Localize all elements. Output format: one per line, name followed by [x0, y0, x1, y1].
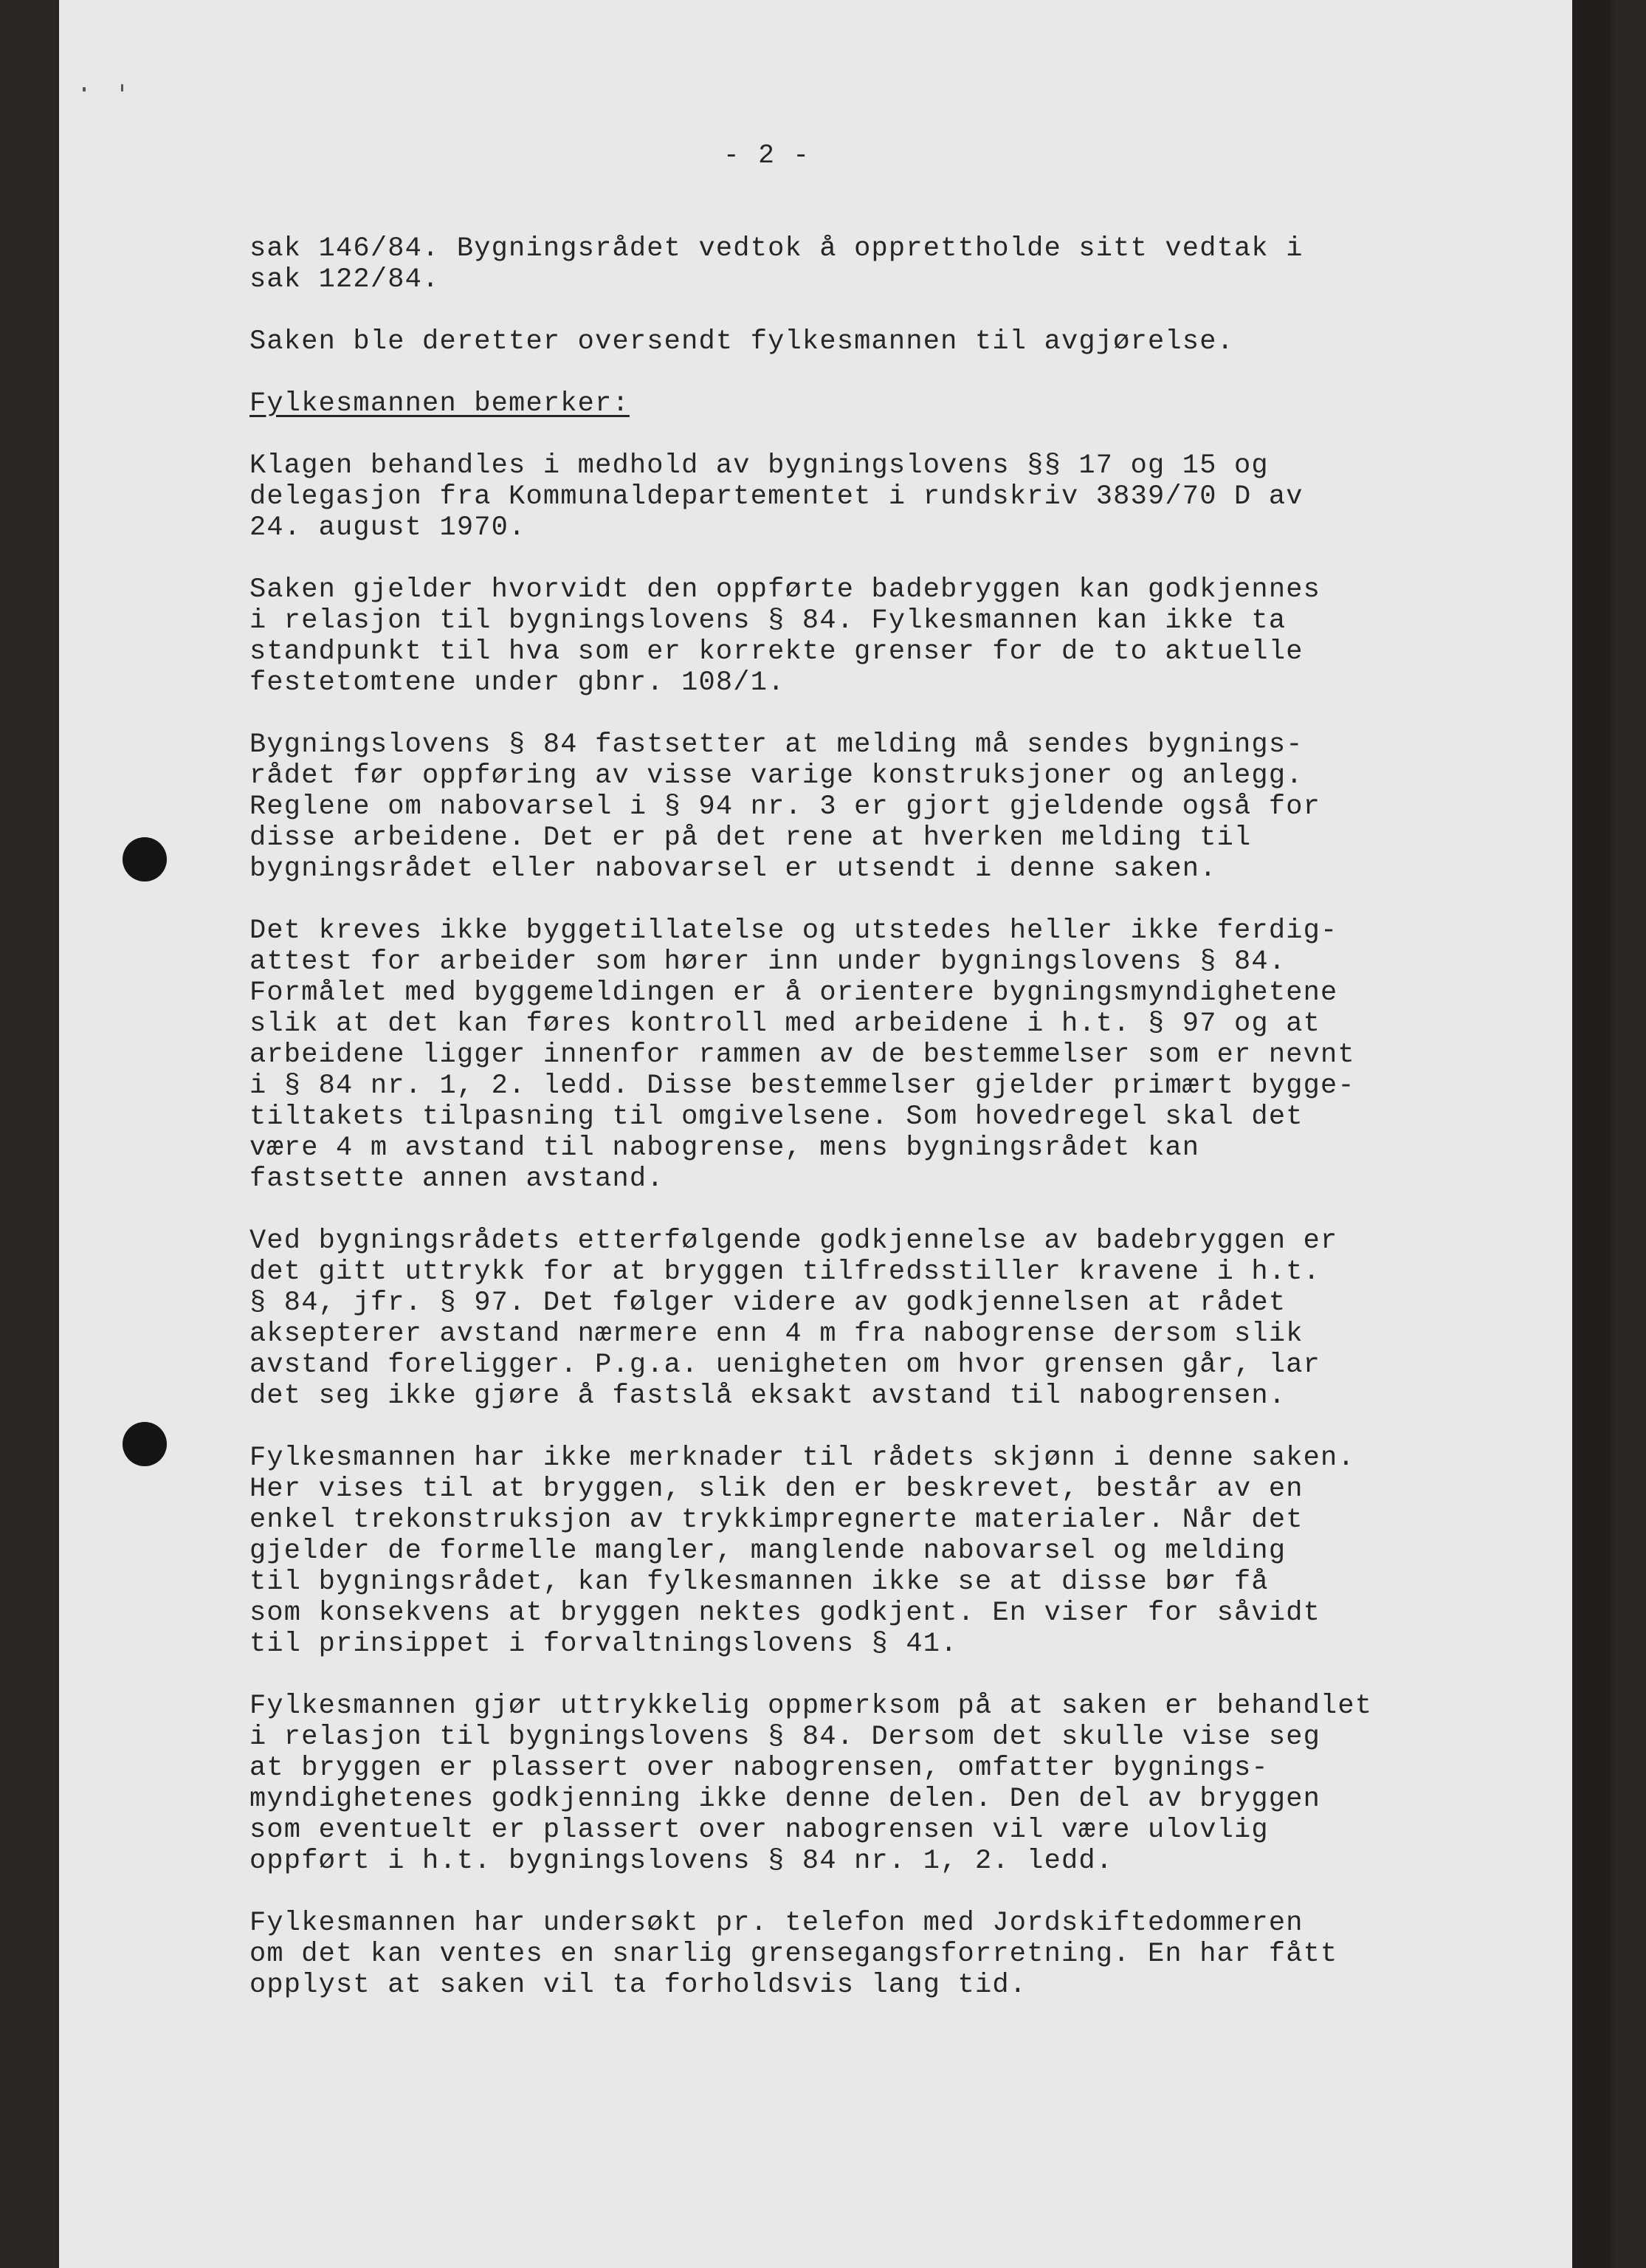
paragraph: Ved bygningsrådets etterfølgende godkjennelse av badebryggen er det gitt uttrykk for at bryggen tilfredsstiller kravene i h.t. § 84, jfr. § 97. Det følger videre av godkjennelsen at rådet aksepterer avstand nærmere enn 4 m fra nabogrense dersom slik avstand foreligger. P.g.a. uenigheten om hvor grensen går, lar det seg ikke gjøre å fastslå eksakt avstand til nabogrensen.: [249, 1226, 1338, 1412]
punch-hole: [123, 1422, 167, 1466]
paragraph: Saken gjelder hvorvidt den oppførte badebryggen kan godkjennes i relasjon til bygningslovens § 84. Fylkesmannen kan ikke ta standpunkt til hva som er korrekte grenser for de to aktuelle festetomtene under gbnr. 108/1.: [249, 574, 1321, 698]
page-edge-shadow: [1572, 0, 1609, 2268]
paragraph: Bygningslovens § 84 fastsetter at melding må sendes bygnings- rådet før oppføring av visse varige konstruksjoner og anlegg. Reglene om nabovarsel i § 94 nr. 3 er gjort gjeldende også for disse arbeidene. Det er på det rene at hverken melding til bygningsrådet eller nabovarsel er utsendt i denne saken.: [249, 729, 1321, 884]
paragraph: Fylkesmannen gjør uttrykkelig oppmerksom på at saken er behandlet i relasjon til bygningslovens § 84. Dersom det skulle vise seg at bryggen er plassert over nabogrensen, omfatter bygnings- myndighetenes godkjenning ikke denne delen. Den del av bryggen som eventuelt er plassert over nabogrensen vil være ulovlig oppført i h.t. bygningslovens § 84 nr. 1, 2. ledd.: [249, 1691, 1373, 1877]
punch-hole: [123, 837, 167, 882]
paragraph: Klagen behandles i medhold av bygningslovens §§ 17 og 15 og delegasjon fra Kommunaldepartementet i rundskriv 3839/70 D av 24. august 1970.: [249, 450, 1304, 543]
scan-mark: [121, 84, 123, 92]
paragraph: Fylkesmannen har undersøkt pr. telefon med Jordskiftedommeren om det kan ventes en snarlig grensegangsforretning. En har fått opplyst at saken vil ta forholdsvis lang tid.: [249, 1908, 1338, 2001]
paragraph: Det kreves ikke byggetillatelse og utstedes heller ikke ferdig- attest for arbeider som hører inn under bygningslovens § 84. Formålet med byggemeldingen er å orientere bygningsmyndighetene slik at det kan føres kontroll med arbeidene i h.t. § 97 og at arbeidene ligger innenfor rammen av de bestemmelser som er nevnt i § 84 nr. 1, 2. ledd. Disse bestemmelser gjelder primært bygge- tiltakets tilpasning til omgivelsene. Som hovedregel skal det være 4 m avstand til nabogrense, mens bygningsrådet kan fastsette annen avstand.: [249, 915, 1355, 1195]
letter-body: [249, 233, 1460, 2032]
section-heading: [249, 388, 1460, 419]
section-heading-text: Fylkesmannen bemerker:: [249, 388, 630, 419]
paragraph: Fylkesmannen har ikke merknader til rådets skjønn i denne saken. Her vises til at bryggen, slik den er beskrevet, består av en enkel trekonstruksjon av trykkimpregnerte materialer. Når det gjelder de formelle mangler, manglende nabovarsel og melding til bygningsrådet, kan fylkesmannen ikke se at disse bør få som konsekvens at bryggen nektes godkjent. En viser for såvidt til prinsippet i forvaltningslovens § 41.: [249, 1443, 1355, 1660]
page-number: - 2 -: [723, 140, 811, 171]
paragraph: sak 146/84. Bygningsrådet vedtok å opprettholde sitt vedtak i sak 122/84.: [249, 233, 1304, 295]
scan-mark: [83, 87, 86, 92]
paragraph: Saken ble deretter oversendt fylkesmannen til avgjørelse.: [249, 326, 1235, 357]
